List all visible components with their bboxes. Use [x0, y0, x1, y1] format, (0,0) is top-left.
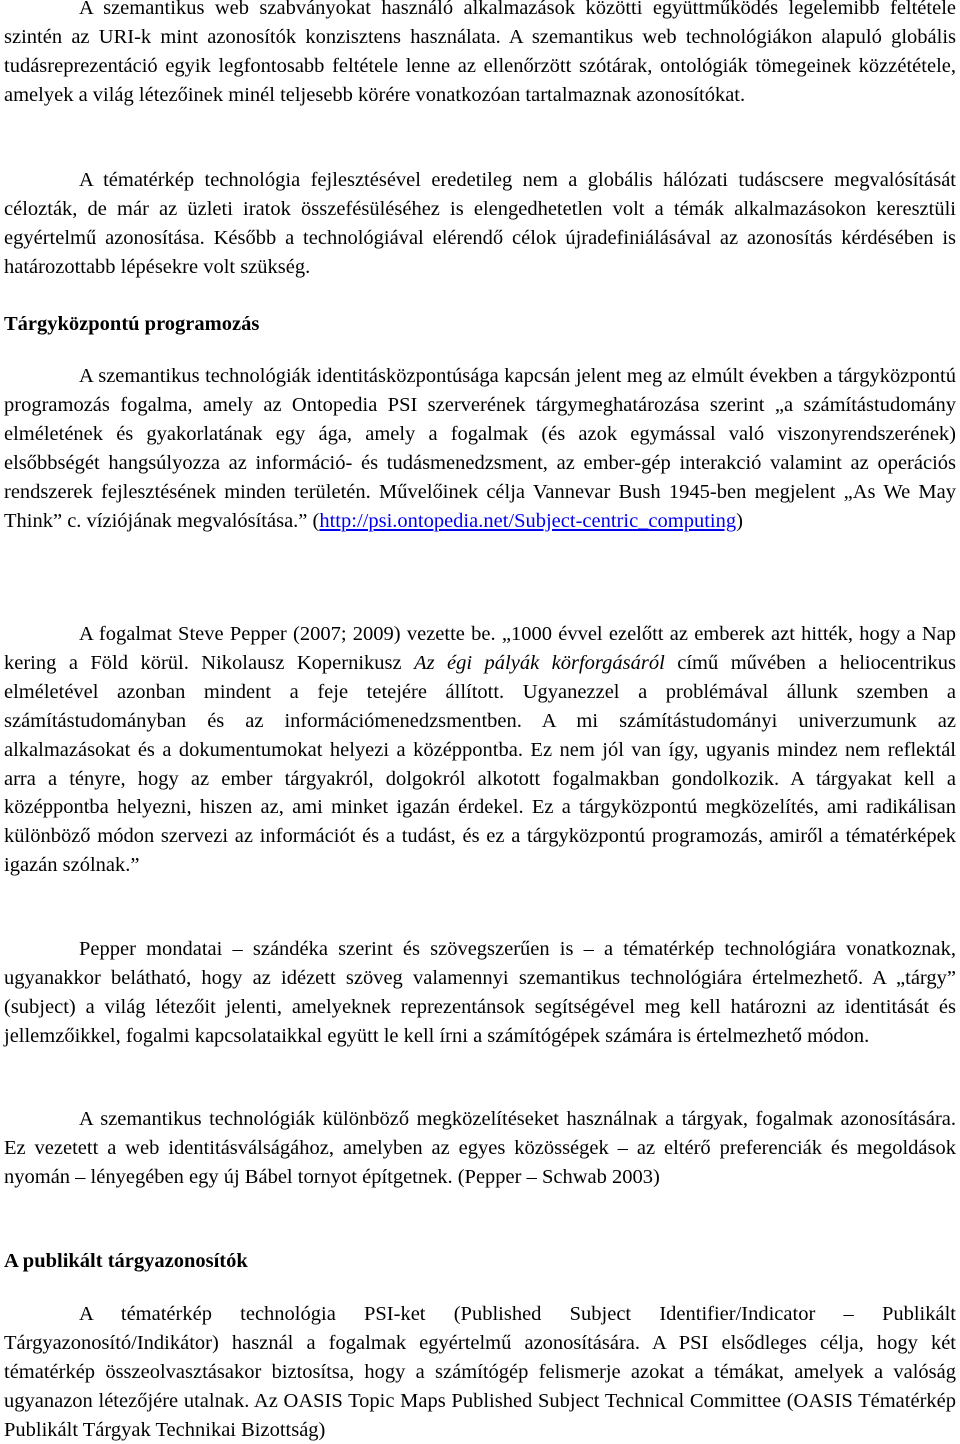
link-open-paren: ( [312, 509, 320, 532]
paragraph-psi-description: A tématérkép technológia PSI-ket (Published Subject Identifier/Indicator – Publikált Tárgyazonosító/Indikátor) használ a fogalmak egyértelmű azonosítására. A PSI elsődleges célja, hogy két tématérkép összeolvasztásakor biztosítsa, hogy a számítógép felismerje azokat a témákat, amelyek a valóság ugyanazon létezőjére utalnak. Az OASIS Topic Maps Published Subject Technical Committee (OASIS Tématérkép Publikált Tárgyak Technikai Bizottság) [4, 1303, 956, 1441]
paragraph-subject-centric-definition [4, 362, 956, 535]
link-close-paren: ) [736, 509, 743, 532]
paragraph-pepper-text-after: című művében a heliocentrikus elméletével azonban mindent a feje tetejére állított. Ugyanezzel a problémával állunk szemben a számítástudományban és az információmenedzsmentben. A mi számítástudományi univerzumunk az alkalmazásokat és a dokumentumokat helyezi a középpontba. Ez nem jól van így, ugyanis mindez nem reflektál arra a tényre, hogy az ember tárgyakról, dolgokról alkotott fogalmakban gondolkozik. A tárgyakat kell a középpontba helyezni, hiszen az, ami minket igazán érdekel. Ez a tárgyközpontú megközelítés, ami radikálisan különböző módon szervezi az információt és a tudást, és ez a tárgyközpontú programozás, amiről a tématérképek igazán szólnak.” [4, 651, 956, 877]
ontopedia-link[interactable]: http://psi.ontopedia.net/Subject-centric_computing [319, 509, 737, 532]
paragraph-identity-crisis: A szemantikus technológiák különböző megközelítéseket használnak a tárgyak, fogalmak azonosítására. Ez vezetett a web identitásválságához, amelyben az egyes közösségek – az eltérő preferenciák és megoldások nyomán – lényegében egy új Bábel tornyot építgetnek. (Pepper – Schwab 2003) [4, 1108, 956, 1188]
heading-subject-centric-programming: Tárgyközpontú programozás [4, 313, 260, 335]
paragraph-steve-pepper [4, 620, 956, 880]
paragraph-uri-identifiers: A szemantikus web szabványokat használó alkalmazások közötti együttműködés legelemibb feltétele szintén az URI-k mint azonosítók konzisztens használata. A szemantikus web technológiákon alapuló globális tudásreprezentáció egyik legfontosabb feltétele lenne az ellenőrzött szótárak, ontológiák tömegeinek közzététele, amelyek a világ létezőinek minél teljesebb körére vonatkozóan tartalmaznak azonosítókat. [4, 0, 956, 106]
paragraph-pepper-sentences: Pepper mondatai – szándéka szerint és szövegszerűen is – a tématérkép technológiára vonatkoznak, ugyanakkor belátható, hogy az idézett szöveg valamennyi szemantikus technológiára értelmezhető. A „tárgy” (subject) a világ létezőit jelenti, amelyeknek reprezentánsok segítségével meg kell határozni az identitását és jellemzőikkel, fogalmi kapcsolataikkal együtt le kell írni a számítógépek számára is értelmezhető módon. [4, 938, 956, 1047]
heading-published-subject-identifiers: A publikált tárgyazonosítók [4, 1250, 248, 1272]
book-title-copernicus: Az égi pályák körforgásáról [414, 651, 665, 674]
paragraph-topic-map-technology: A tématérkép technológia fejlesztésével eredetileg nem a globális hálózati tudáscsere megvalósítását célozták, de már az üzleti iratok összefésüléséhez is elengedhetetlen volt a témák alkalmazásokon keresztüli egyértelmű azonosítása. Később a technológiával elérendő célok újradefiniálásával az azonosítás kérdésében is határozottabb lépésekre volt szükség. [4, 169, 956, 278]
paragraph-pepper-text-before: A fogalmat Steve Pepper (2007; 2009) vezette be. „1000 évvel ezelőtt az emberek azt hitték, hogy a Nap kering a Föld körül. Nikolausz Kopernikusz [4, 623, 956, 674]
paragraph-subject-centric-text: A szemantikus technológiák identitásközpontúsága kapcsán jelent meg az elmúlt években a tárgyközpontú programozás fogalma, amely az Ontopedia PSI szerverének tárgymeghatározása szerint „a számítástudomány elméletének és gyakorlatának egy ága, amely a fogalmak (és azok egymással való viszonyrendszerének) elsőbbségét hangsúlyozza az információ- és tudásmenedzsment, az ember-gép interakció valamint az operációs rendszerek fejlesztésének minden területén. Művelőinek célja Vannevar Bush 1945-ben megjelent „As We May Think” c. víziójának megvalósítása.” [4, 365, 956, 532]
